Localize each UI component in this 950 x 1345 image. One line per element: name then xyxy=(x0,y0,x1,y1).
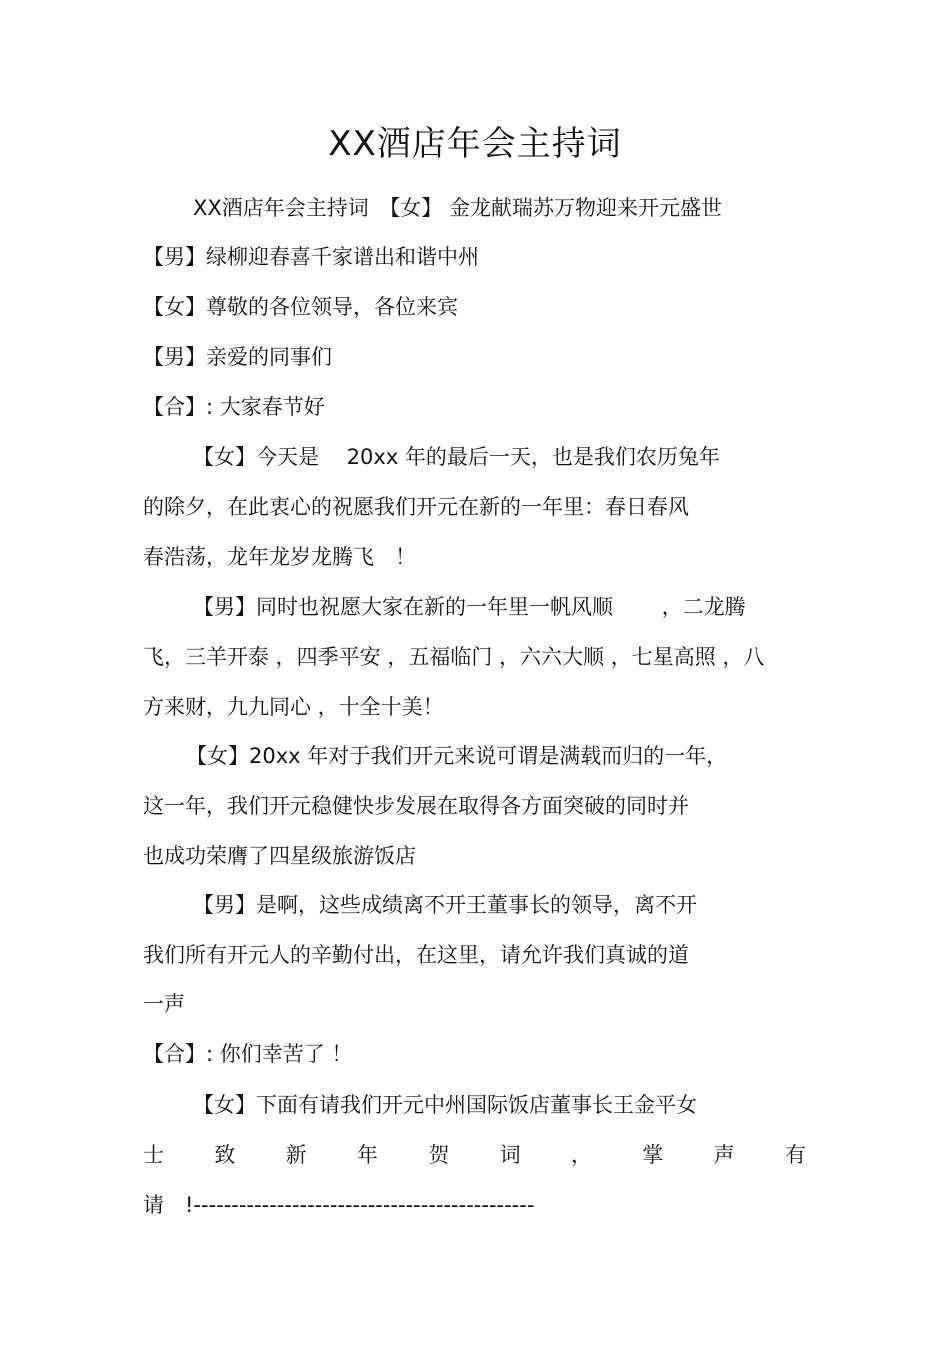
justified-char: 致 xyxy=(214,1143,236,1167)
paragraph-line: 【女】尊敬的各位领导，各位来宾 xyxy=(143,295,458,319)
justified-line xyxy=(143,1140,806,1170)
paragraph-line: 飞，三羊开泰 ，四季平安 ，五福临门 ，六六大顺 ，七星高照 ，八 xyxy=(143,645,765,669)
paragraph-line: 【男】绿柳迎春喜千家谱出和谐中州 xyxy=(143,245,479,269)
justified-char: 贺 xyxy=(428,1143,450,1167)
paragraph-line: 我们所有开元人的辛勤付出，在这里，请允许我们真诚的道 xyxy=(143,943,689,967)
justified-char: 声 xyxy=(713,1143,735,1167)
paragraph-line: 也成功荣膺了四星级旅游饭店 xyxy=(143,844,416,868)
paragraph-line: 【男】同时也祝愿大家在新的一年里一帆风顺 ，二龙腾 xyxy=(193,595,746,619)
paragraph-line: 请 !--------------------------------------------- xyxy=(143,1193,535,1217)
paragraph-line: 一声 xyxy=(143,992,185,1016)
paragraph-line: 【男】亲爱的同事们 xyxy=(143,345,332,369)
paragraph-line: 的除夕，在此衷心的祝愿我们开元在新的一年里：春日春风 xyxy=(143,495,689,519)
justified-char: ， xyxy=(570,1143,592,1167)
paragraph-line: 【合】: 你们幸苦了 ！ xyxy=(143,1042,353,1066)
paragraph-line: 春浩荡，龙年龙岁龙腾飞 ！ xyxy=(143,545,416,569)
paragraph-line: 【女】20xx 年对于我们开元来说可谓是满载而归的一年， xyxy=(186,744,728,768)
paragraph-line: 【合】: 大家春节好 xyxy=(143,395,325,419)
justified-char: 新 xyxy=(285,1143,307,1167)
justified-char: 年 xyxy=(356,1143,378,1167)
justified-char: 掌 xyxy=(642,1143,664,1167)
paragraph-line: 【女】今天是 20xx 年的最后一天，也是我们农历兔年 xyxy=(193,445,720,469)
paragraph-line: 方来财，九九同心 ，十全十美！ xyxy=(143,695,444,719)
paragraph-line: 【男】是啊，这些成绩离不开王董事长的领导，离不开 xyxy=(193,893,697,917)
paragraph-line: 这一年，我们开元稳健快步发展在取得各方面突破的同时并 xyxy=(143,794,689,818)
paragraph-line: XX酒店年会主持词 【女】 金龙献瑞苏万物迎来开元盛世 xyxy=(193,196,722,220)
justified-char: 词 xyxy=(499,1143,521,1167)
justified-char: 有 xyxy=(784,1143,806,1167)
paragraph-line: 【女】下面有请我们开元中州国际饭店董事长王金平女 xyxy=(193,1093,697,1117)
justified-char: 士 xyxy=(143,1143,164,1167)
document-title: XX酒店年会主持词 xyxy=(328,124,622,164)
